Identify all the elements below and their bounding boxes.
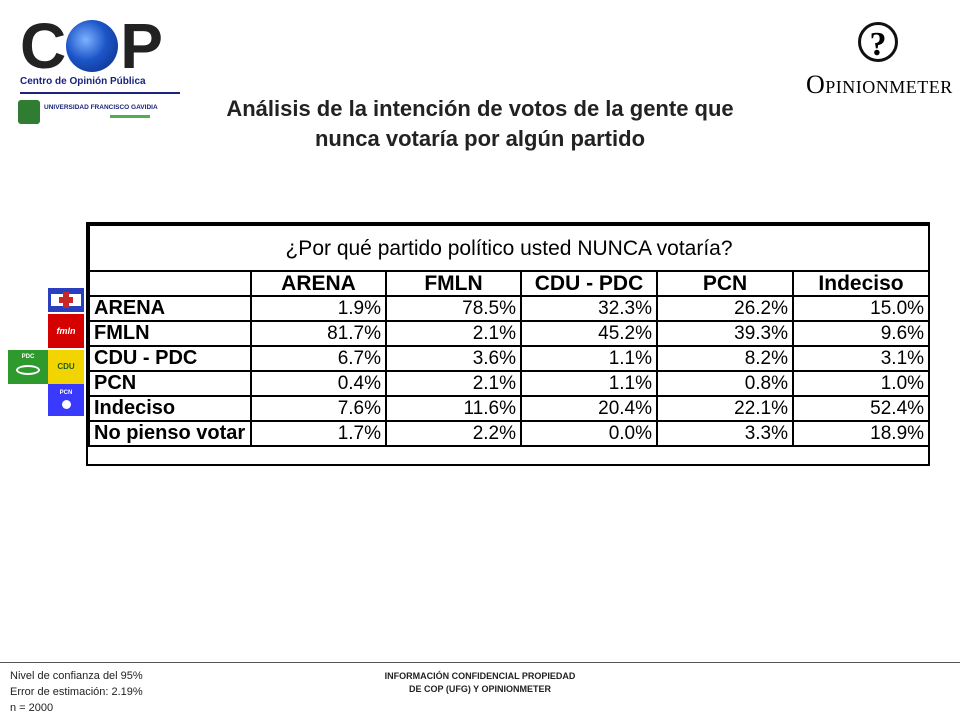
table-cell: 6.7% xyxy=(251,346,386,371)
table-cell: 32.3% xyxy=(521,296,657,321)
estimation-error: Error de estimación: 2.19% xyxy=(10,686,143,698)
vote-rejection-table xyxy=(88,224,930,447)
row-label: Indeciso xyxy=(89,396,251,421)
table-cell: 45.2% xyxy=(521,321,657,346)
column-header: ARENA xyxy=(251,271,386,296)
row-label: CDU - PDC xyxy=(89,346,251,371)
table-question: ¿Por qué partido político usted NUNCA votaría? xyxy=(89,225,929,271)
table-cell: 78.5% xyxy=(386,296,521,321)
opinionmeter-wordmark: OPINIONMETER xyxy=(806,70,953,99)
table-cell: 52.4% xyxy=(793,396,929,421)
table-cell: 2.1% xyxy=(386,321,521,346)
table-cell: 2.2% xyxy=(386,421,521,446)
table-cell: 9.6% xyxy=(793,321,929,346)
table-cell: 3.1% xyxy=(793,346,929,371)
confidential-line-2: DE COP (UFG) Y OPINIONMETER xyxy=(408,684,552,694)
footer-divider xyxy=(0,662,960,663)
table-cell: 22.1% xyxy=(657,396,793,421)
column-header: CDU - PDC xyxy=(521,271,657,296)
confidence-level: Nivel de confianza del 95% xyxy=(10,670,143,682)
table-cell: 81.7% xyxy=(251,321,386,346)
corner-cell xyxy=(89,271,251,296)
divider xyxy=(20,92,180,94)
table-cell: 0.0% xyxy=(521,421,657,446)
cop-logo-letters: C P xyxy=(20,10,161,82)
arena-flag-icon xyxy=(48,288,84,312)
header-row xyxy=(89,271,929,296)
column-header: PCN xyxy=(657,271,793,296)
opinionmeter-logo xyxy=(800,22,955,99)
table-cell: 3.3% xyxy=(657,421,793,446)
table-cell: 0.4% xyxy=(251,371,386,396)
page-title xyxy=(160,94,800,154)
table-cell: 1.0% xyxy=(793,371,929,396)
confidential-line-1: INFORMACIÓN CONFIDENCIAL PROPIEDAD xyxy=(384,671,576,681)
table-cell: 3.6% xyxy=(386,346,521,371)
row-label: No pienso votar xyxy=(89,421,251,446)
table-cell: 1.1% xyxy=(521,346,657,371)
cop-logo xyxy=(14,10,184,126)
pcn-flag-icon: PCN xyxy=(48,384,84,416)
fmln-flag-icon: fmln xyxy=(48,314,84,348)
cdu-flag-icon: CDU xyxy=(48,350,84,384)
table-row xyxy=(89,346,929,371)
table-cell: 0.8% xyxy=(657,371,793,396)
column-header: FMLN xyxy=(386,271,521,296)
table-row xyxy=(89,396,929,421)
divider xyxy=(110,115,150,118)
table-row xyxy=(89,371,929,396)
party-flags xyxy=(8,288,88,418)
table-cell: 18.9% xyxy=(793,421,929,446)
table-cell: 7.6% xyxy=(251,396,386,421)
row-label: FMLN xyxy=(89,321,251,346)
table-cell: 15.0% xyxy=(793,296,929,321)
university-name: UNIVERSIDAD FRANCISCO GAVIDIA xyxy=(44,104,158,111)
table-cell: 20.4% xyxy=(521,396,657,421)
pdc-flag-icon: PDC xyxy=(8,350,48,384)
title-line-2: nunca votaría por algún partido xyxy=(314,126,646,151)
question-mark-icon: ? xyxy=(858,22,898,62)
table-cell: 1.7% xyxy=(251,421,386,446)
row-label: PCN xyxy=(89,371,251,396)
table-cell: 39.3% xyxy=(657,321,793,346)
table-row xyxy=(89,321,929,346)
table-cell: 26.2% xyxy=(657,296,793,321)
column-header: Indeciso xyxy=(793,271,929,296)
table-cell: 11.6% xyxy=(386,396,521,421)
confidential-notice xyxy=(330,670,630,696)
cop-subtitle: Centro de Opinión Pública xyxy=(20,76,146,87)
survey-info xyxy=(10,668,143,716)
title-line-1: Análisis de la intención de votos de la gente que xyxy=(226,96,734,121)
table-row xyxy=(89,421,929,446)
ufg-crest-icon xyxy=(18,100,40,124)
row-label: ARENA xyxy=(89,296,251,321)
table-cell: 2.1% xyxy=(386,371,521,396)
sample-size: n = 2000 xyxy=(10,702,54,714)
question-row xyxy=(89,225,929,271)
globe-icon xyxy=(66,20,118,72)
table-cell: 1.1% xyxy=(521,371,657,396)
table-row xyxy=(89,296,929,321)
table-cell: 1.9% xyxy=(251,296,386,321)
table-cell: 8.2% xyxy=(657,346,793,371)
